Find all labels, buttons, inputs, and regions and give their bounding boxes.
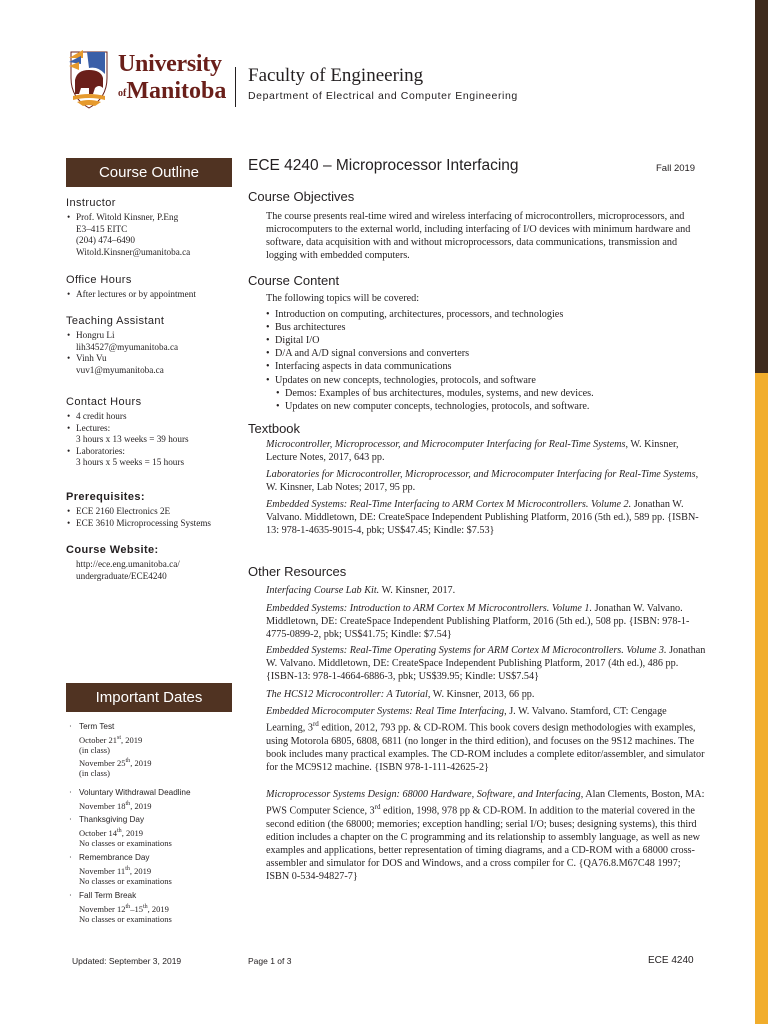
contact-hours-item: • 4 credit hours [66, 411, 236, 423]
footer-course-code: ECE 4240 [648, 955, 694, 966]
course-outline-heading: Course Outline [66, 158, 232, 187]
office-hours-block [66, 274, 236, 301]
instructor-label: Instructor [66, 197, 116, 209]
office-hours-label: Office Hours [66, 274, 132, 286]
edge-strip-gold [755, 373, 768, 1024]
ta-email-link[interactable]: lih34527@myumanitoba.ca [76, 341, 179, 352]
resource-ref: Embedded Systems: Real-Time Operating Systems for ARM Cortex M Microcontrollers. Volume 3. Jonathan W. Valvano. Middletown, DE: CreateSpace Independent Publishing Platform, 2017 (4th ed.), 486 pp. {ISBN-13: 978-1-4664-6886-3, pbk; US$39.95; Kindle: US$7.54} [266, 645, 706, 683]
prerequisites-label: Prerequisites: [66, 491, 145, 503]
contact-hours-label: Contact Hours [66, 396, 142, 408]
edge-strip-dark [755, 0, 768, 373]
course-website-label: Course Website: [66, 544, 159, 556]
resource-ref: Microprocessor Systems Design: 68000 Hardware, Software, and Interfacing, Alan Clements, Boston, MA: PWS Computer Science, 3rd edition, 1998, 978 pp & CD-ROM. In addition to the material covered in the second edition (the 68000; memories; exception handling; serial I/O; buses; designing systems), this third edition includes a chapter on the C programming and its relationship to assembly language, as well as new examples and applications, better representation of timing diagrams, and a CD-ROM with a 68000 cross-assembler and simulator for DOS and Windows, and a cross compiler for C. {QA76.8.M67C48 1997; ISBN 0-534-94827-7} [266, 789, 705, 882]
updated-date: Updated: September 3, 2019 [72, 956, 182, 966]
topic-item: • D/A and A/D signal conversions and converters [266, 347, 706, 360]
objectives-heading: Course Objectives [248, 189, 355, 204]
prerequisite-item: • ECE 2160 Electronics 2E [66, 506, 236, 518]
textbook-heading: Textbook [248, 421, 301, 436]
resource-ref: Interfacing Course Lab Kit. W. Kinsner, 2017. [266, 585, 456, 596]
instructor-block [66, 197, 236, 258]
textbook-ref: Microcontroller, Microprocessor, and Microcomputer Interfacing for Real-Time Systems, W. Kinsner, Lecture Notes, 2017, 643 pp. [266, 439, 679, 464]
ta-email-link[interactable]: vuv1@myumanitoba.ca [76, 364, 164, 375]
content-intro: The following topics will be covered: [266, 293, 420, 304]
resource-ref: The HCS12 Microcontroller: A Tutorial, W. Kinsner, 2013, 66 pp. [266, 689, 535, 700]
date-item-thanksgiving: · Thanksgiving Day October 14th, 2019 No classes or examinations [66, 815, 254, 849]
topic-item: • Introduction on computing, architectures, processors, and technologies [266, 308, 706, 321]
topic-item: • Digital I/O [266, 334, 706, 347]
date-item-fall-break: · Fall Term Break November 12th–15th, 2019 No classes or examinations [66, 891, 254, 925]
prerequisite-item: • ECE 3610 Microprocessing Systems [66, 518, 236, 530]
term-label: Fall 2019 [656, 163, 696, 174]
teaching-assistant-block [66, 315, 236, 376]
contact-hours-item: • Lectures: 3 hours x 13 weeks = 39 hours [66, 423, 236, 446]
bison-crest-icon [65, 48, 113, 110]
page-number: Page 1 of 3 [248, 956, 292, 966]
resource-ref: Embedded Microcomputer Systems: Real Time Interfacing, J. W. Valvano. Stamford, CT: Cengage Learning, 3rd edition, 2012, 793 pp. & CD-ROM. This book covers design methodologies with examples, using Motorola 6805, 6808, 6811 (no longer in the third edition), and focuses on the 9S12 machines. The book includes many practical examples. The CD-ROM includes a complete editor/assembler, and simulator for the MC9S12 machine. {ISBN 978-1-111-42625-2} [266, 706, 705, 773]
logo-university-text: University [118, 51, 222, 77]
course-title: ECE 4240 – Microprocessor Interfacing [248, 157, 519, 174]
content-heading: Course Content [248, 273, 340, 288]
other-resources-heading: Other Resources [248, 564, 347, 579]
office-hours-item: • After lectures or by appointment [66, 289, 236, 301]
resource-ref: Embedded Systems: Introduction to ARM Cortex M Microcontrollers. Volume 1. Jonathan W. Valvano. Middletown, DE: CreateSpace Independent Publishing Platform, 2016 (5th ed.), 508 pp. {ISBN: 978-1-4775-0899-2, pbk; US$41.75; Kindle: $7.54} [266, 603, 690, 641]
content-body [266, 292, 706, 413]
date-item-term-test: · Term Test October 21st, 2019 (in class) November 25th, 2019 (in class) [66, 722, 254, 779]
topic-list [266, 308, 706, 413]
textbook-ref: Laboratories for Microcontroller, Microprocessor, and Microcomputer Interfacing for Real-Time Systems, W. Kinsner, Lab Notes; 2017, 95 pp. [266, 469, 699, 494]
course-website-link[interactable]: http://ece.eng.umanitoba.ca/ undergraduate/ECE4240 [76, 559, 180, 581]
topic-item: • Bus architectures [266, 321, 706, 334]
department-subtitle: Department of Electrical and Computer Engineering [248, 90, 518, 102]
prerequisites-block [66, 491, 236, 529]
faculty-title: Faculty of Engineering [248, 65, 424, 86]
objectives-text: The course presents real-time wired and wireless interfacing of microcontrollers, microprocessors, and microcomputers to the external world, including interfacing of I/O devices with minimum hardware and software, data acquisition with and without microprocessors, data communications, transmission and logging with embedded computers. [266, 211, 691, 262]
instructor-details: • Prof. Witold Kinsner, P.Eng E3–415 EITC (204) 474–6490 Witold.Kinsner@umanitoba.ca [66, 212, 236, 258]
university-logo [65, 46, 230, 116]
ta-item: • Hongru Li lih34527@myumanitoba.ca [66, 330, 236, 353]
contact-hours-block [66, 396, 236, 469]
website-block [66, 544, 236, 582]
contact-hours-item: • Laboratories: 3 hours x 5 weeks = 15 hours [66, 446, 236, 469]
teaching-assistant-label: Teaching Assistant [66, 315, 165, 327]
subtopic-item: • Updates on new computer concepts, technologies, protocols, and software. [266, 400, 706, 413]
subtopic-item: • Demos: Examples of bus architectures, modules, systems, and new devices. [266, 387, 706, 400]
important-dates-heading: Important Dates [66, 683, 232, 712]
instructor-email-link[interactable]: Witold.Kinsner@umanitoba.ca [76, 246, 191, 257]
topic-item: • Interfacing aspects in data communications [266, 360, 706, 373]
logo-manitoba-text: ofManitoba [118, 78, 227, 104]
topic-item: • Updates on new concepts, technologies, protocols, and software [266, 374, 706, 387]
header-divider [235, 67, 236, 107]
ta-item: • Vinh Vu vuv1@myumanitoba.ca [66, 353, 236, 376]
date-item-withdrawal: · Voluntary Withdrawal Deadline November 18th, 2019 [66, 788, 254, 811]
textbook-ref: Embedded Systems: Real-Time Interfacing to ARM Cortex M Microcontrollers. Volume 2. Jonathan W. Valvano. Middletown, DE: CreateSpace Independent Publishing Platform, 2016 (5th ed.), 589 pp. {ISBN-13: 978-1-4635-9015-4, pbk; US$47.45; Kindle: $7.53} [266, 499, 699, 537]
date-item-remembrance: · Remembrance Day November 11th, 2019 No classes or examinations [66, 853, 254, 887]
